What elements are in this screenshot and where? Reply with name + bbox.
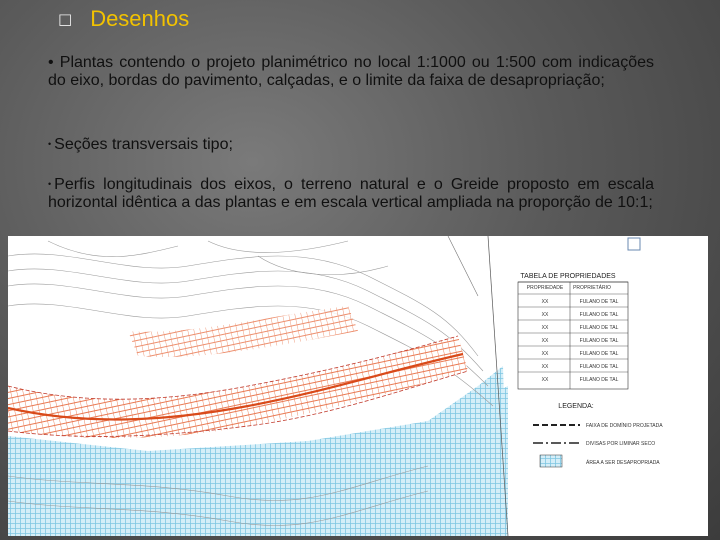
paragraph-text: Seções transversais tipo; [54, 136, 233, 153]
drawing-svg [8, 236, 708, 536]
title-row [58, 6, 189, 32]
bullet-icon: • [48, 54, 54, 71]
road-corridor-north [128, 306, 358, 357]
legend-label: ÁREA A SER DESAPROPRIADA [586, 460, 660, 466]
legend-title: LEGENDA: [558, 403, 594, 410]
slide-title: Desenhos [90, 6, 190, 31]
table-cell: XX [541, 312, 549, 318]
engineering-drawing [8, 236, 708, 536]
legend-label: DIVISAS POR LIMINAR SECO [586, 441, 656, 447]
table-cell: XX [541, 377, 549, 383]
paragraph-text: Perfis longitudinais dos eixos, o terreno natural e o Greide proposto em escala horizontal idêntica a das plantas e em escala vertical ampliada na proporção de 10:1; [48, 176, 654, 211]
table-cell: FULANO DE TAL [579, 351, 619, 357]
drawing-frame-box [628, 238, 640, 250]
table-cell: FULANO DE TAL [579, 312, 619, 318]
drawing-frame-line [448, 236, 478, 296]
table-cell: FULANO DE TAL [579, 325, 619, 331]
paragraph-plantas [48, 54, 654, 89]
property-table [518, 273, 628, 389]
legend [533, 403, 663, 467]
table-header: PROPRIEDADE [526, 285, 564, 291]
bullet-icon: • [48, 139, 52, 150]
table-cell: XX [541, 299, 549, 305]
table-cell: XX [541, 338, 549, 344]
bullet-icon: • [48, 179, 52, 190]
table-cell: FULANO DE TAL [579, 299, 619, 305]
table-cell: XX [541, 351, 549, 357]
paragraph-perfis [48, 176, 654, 211]
legend-label: FAIXA DE DOMÍNIO PROJETADA [586, 423, 663, 429]
paragraph-secoes [48, 136, 654, 154]
table-header: PROPRIETÁRIO [573, 285, 611, 291]
table-cell: XX [541, 364, 549, 370]
paragraph-text: Plantas contendo o projeto planimétrico no local 1:1000 ou 1:500 com indicações do eixo, bordas do pavimento, calçadas, e o limite da faixa de desapropriação; [48, 54, 654, 89]
table-cell: FULANO DE TAL [579, 364, 619, 370]
table-cell: FULANO DE TAL [579, 338, 619, 344]
table-title: TABELA DE PROPRIEDADES [520, 273, 616, 280]
table-cell: XX [541, 325, 549, 331]
title-bullet-icon: □ [58, 10, 73, 28]
table-cell: FULANO DE TAL [579, 377, 619, 383]
